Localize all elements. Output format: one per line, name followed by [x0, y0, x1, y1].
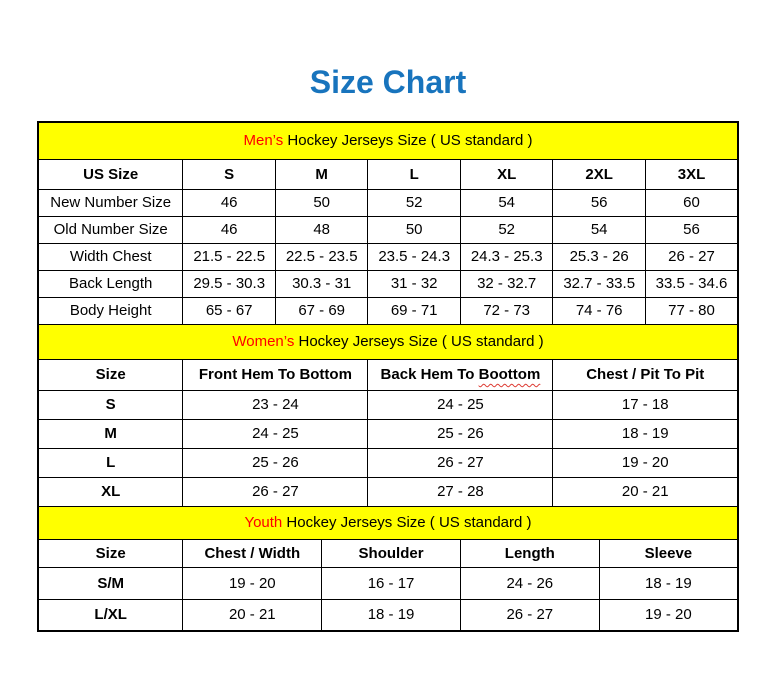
youth-value-cell: 20 - 21: [183, 599, 322, 631]
mens-value-cell: 50: [368, 216, 461, 243]
womens-label-column-header: Size: [38, 359, 183, 390]
mens-section-title: Men’s Hockey Jerseys Size ( US standard ): [38, 122, 738, 159]
mens-value-cell: 52: [368, 189, 461, 216]
mens-value-cell: 69 - 71: [368, 297, 461, 324]
mens-value-cell: 77 - 80: [645, 297, 738, 324]
mens-label-column-header: US Size: [38, 159, 183, 189]
youth-title-highlight: Youth: [244, 514, 283, 531]
womens-data-row: [38, 419, 738, 448]
womens-row-label: M: [38, 419, 183, 448]
mens-data-row: [38, 189, 738, 216]
mens-data-row: [38, 216, 738, 243]
misspelled-word: Boottom: [478, 366, 541, 383]
mens-value-cell: 72 - 73: [460, 297, 553, 324]
mens-row-label: Old Number Size: [38, 216, 183, 243]
mens-title-highlight: Men’s: [243, 132, 284, 150]
mens-value-cell: 65 - 67: [183, 297, 276, 324]
mens-row-label: New Number Size: [38, 189, 183, 216]
womens-section-title: Women’s Hockey Jerseys Size ( US standard ): [38, 324, 738, 359]
womens-value-cell: 24 - 25: [368, 390, 553, 419]
womens-value-cell: 25 - 26: [368, 419, 553, 448]
womens-data-row: [38, 477, 738, 506]
youth-section-title: Youth Hockey Jerseys Size ( US standard ): [38, 506, 738, 539]
youth-column-header: Length: [460, 539, 599, 567]
womens-data-row: [38, 390, 738, 419]
youth-value-cell: 19 - 20: [599, 599, 738, 631]
mens-value-cell: 24.3 - 25.3: [460, 243, 553, 270]
mens-value-cell: 21.5 - 22.5: [183, 243, 276, 270]
mens-data-row: [38, 270, 738, 297]
mens-column-header: XL: [460, 159, 553, 189]
womens-title-highlight: Women’s: [232, 333, 295, 350]
mens-value-cell: 50: [275, 189, 368, 216]
youth-section-header-row: [38, 506, 738, 539]
womens-value-cell: 17 - 18: [553, 390, 738, 419]
mens-data-row: [38, 297, 738, 324]
mens-value-cell: 23.5 - 24.3: [368, 243, 461, 270]
youth-data-row: [38, 567, 738, 599]
mens-row-label: Back Length: [38, 270, 183, 297]
mens-value-cell: 32 - 32.7: [460, 270, 553, 297]
youth-column-header: Sleeve: [599, 539, 738, 567]
mens-value-cell: 54: [460, 189, 553, 216]
mens-column-header-row: [38, 159, 738, 189]
mens-column-header: M: [275, 159, 368, 189]
mens-column-header: 2XL: [553, 159, 646, 189]
mens-value-cell: 26 - 27: [645, 243, 738, 270]
size-chart-body: [38, 122, 738, 631]
youth-value-cell: 18 - 19: [599, 567, 738, 599]
mens-value-cell: 60: [645, 189, 738, 216]
mens-column-header: S: [183, 159, 276, 189]
womens-column-header: Back Hem To Boottom: [368, 359, 553, 390]
mens-value-cell: 52: [460, 216, 553, 243]
youth-label-column-header: Size: [38, 539, 183, 567]
youth-column-header: Shoulder: [322, 539, 461, 567]
womens-section-header-row: [38, 324, 738, 359]
womens-row-label: S: [38, 390, 183, 419]
mens-value-cell: 31 - 32: [368, 270, 461, 297]
youth-value-cell: 16 - 17: [322, 567, 461, 599]
mens-value-cell: 74 - 76: [553, 297, 646, 324]
womens-value-cell: 23 - 24: [183, 390, 368, 419]
mens-value-cell: 46: [183, 216, 276, 243]
mens-row-label: Width Chest: [38, 243, 183, 270]
youth-value-cell: 24 - 26: [460, 567, 599, 599]
mens-value-cell: 48: [275, 216, 368, 243]
youth-column-header-row: [38, 539, 738, 567]
womens-column-header: Chest / Pit To Pit: [553, 359, 738, 390]
womens-value-cell: 24 - 25: [183, 419, 368, 448]
womens-row-label: L: [38, 448, 183, 477]
womens-data-row: [38, 448, 738, 477]
mens-value-cell: 56: [645, 216, 738, 243]
mens-value-cell: 25.3 - 26: [553, 243, 646, 270]
mens-value-cell: 32.7 - 33.5: [553, 270, 646, 297]
mens-section-header-row: [38, 122, 738, 159]
mens-value-cell: 46: [183, 189, 276, 216]
youth-value-cell: 26 - 27: [460, 599, 599, 631]
mens-value-cell: 22.5 - 23.5: [275, 243, 368, 270]
page-title: Size Chart: [309, 64, 467, 100]
mens-row-label: Body Height: [38, 297, 183, 324]
womens-value-cell: 25 - 26: [183, 448, 368, 477]
womens-value-cell: 20 - 21: [553, 477, 738, 506]
womens-value-cell: 26 - 27: [368, 448, 553, 477]
womens-value-cell: 19 - 20: [553, 448, 738, 477]
youth-data-row: [38, 599, 738, 631]
mens-data-row: [38, 243, 738, 270]
mens-value-cell: 29.5 - 30.3: [183, 270, 276, 297]
mens-value-cell: 54: [553, 216, 646, 243]
mens-column-header: L: [368, 159, 461, 189]
womens-value-cell: 26 - 27: [183, 477, 368, 506]
mens-value-cell: 33.5 - 34.6: [645, 270, 738, 297]
youth-row-label: S/M: [38, 567, 183, 599]
womens-column-header-row: [38, 359, 738, 390]
size-chart-table: [37, 121, 739, 632]
youth-column-header: Chest / Width: [183, 539, 322, 567]
youth-value-cell: 18 - 19: [322, 599, 461, 631]
mens-value-cell: 56: [553, 189, 646, 216]
womens-row-label: XL: [38, 477, 183, 506]
womens-value-cell: 27 - 28: [368, 477, 553, 506]
mens-value-cell: 67 - 69: [275, 297, 368, 324]
youth-row-label: L/XL: [38, 599, 183, 631]
womens-value-cell: 18 - 19: [553, 419, 738, 448]
mens-column-header: 3XL: [645, 159, 738, 189]
youth-value-cell: 19 - 20: [183, 567, 322, 599]
mens-value-cell: 30.3 - 31: [275, 270, 368, 297]
womens-column-header: Front Hem To Bottom: [183, 359, 368, 390]
